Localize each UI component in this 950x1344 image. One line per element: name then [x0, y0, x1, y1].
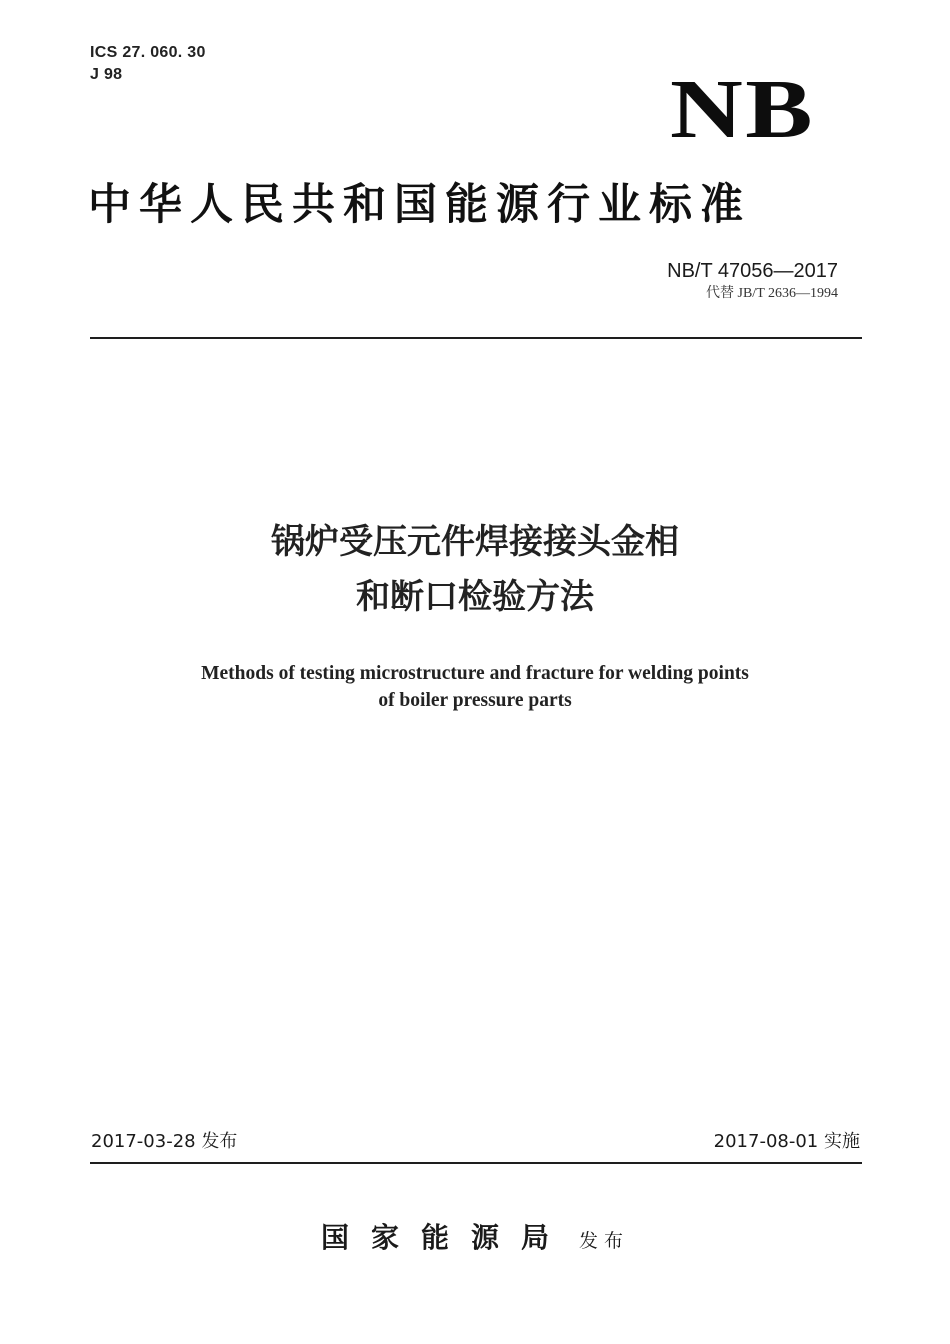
- publisher-name: 国家能源局: [320, 1221, 571, 1254]
- chinese-title: [0, 515, 950, 625]
- standard-code-block: [667, 258, 838, 304]
- issue-date: 2017-03-28 发布: [91, 1131, 238, 1152]
- chinese-title-line-2: 和断口检验方法: [356, 577, 594, 617]
- ics-block: [90, 42, 206, 86]
- bottom-divider: [90, 1162, 862, 1164]
- implementation-date: 2017-08-01 实施: [713, 1131, 860, 1152]
- top-divider: [90, 337, 862, 339]
- replaces-standard: 代替 JB/T 2636—1994: [706, 286, 838, 301]
- english-title: [0, 660, 950, 714]
- nb-logo: NB: [670, 63, 815, 156]
- publisher-line: [0, 1218, 950, 1261]
- standard-category-title: 中华人民共和国能源行业标准: [88, 180, 751, 230]
- ics-code: ICS 27. 060. 30: [90, 44, 206, 61]
- publish-label: 发布: [579, 1230, 630, 1252]
- english-title-line-2: of boiler pressure parts: [378, 690, 572, 711]
- classification-code: J 98: [90, 66, 123, 83]
- chinese-title-line-1: 锅炉受压元件焊接接头金相: [271, 522, 679, 562]
- standard-code: NB/T 47056—2017: [667, 260, 838, 282]
- english-title-line-1: Methods of testing microstructure and fracture for welding points: [201, 663, 749, 684]
